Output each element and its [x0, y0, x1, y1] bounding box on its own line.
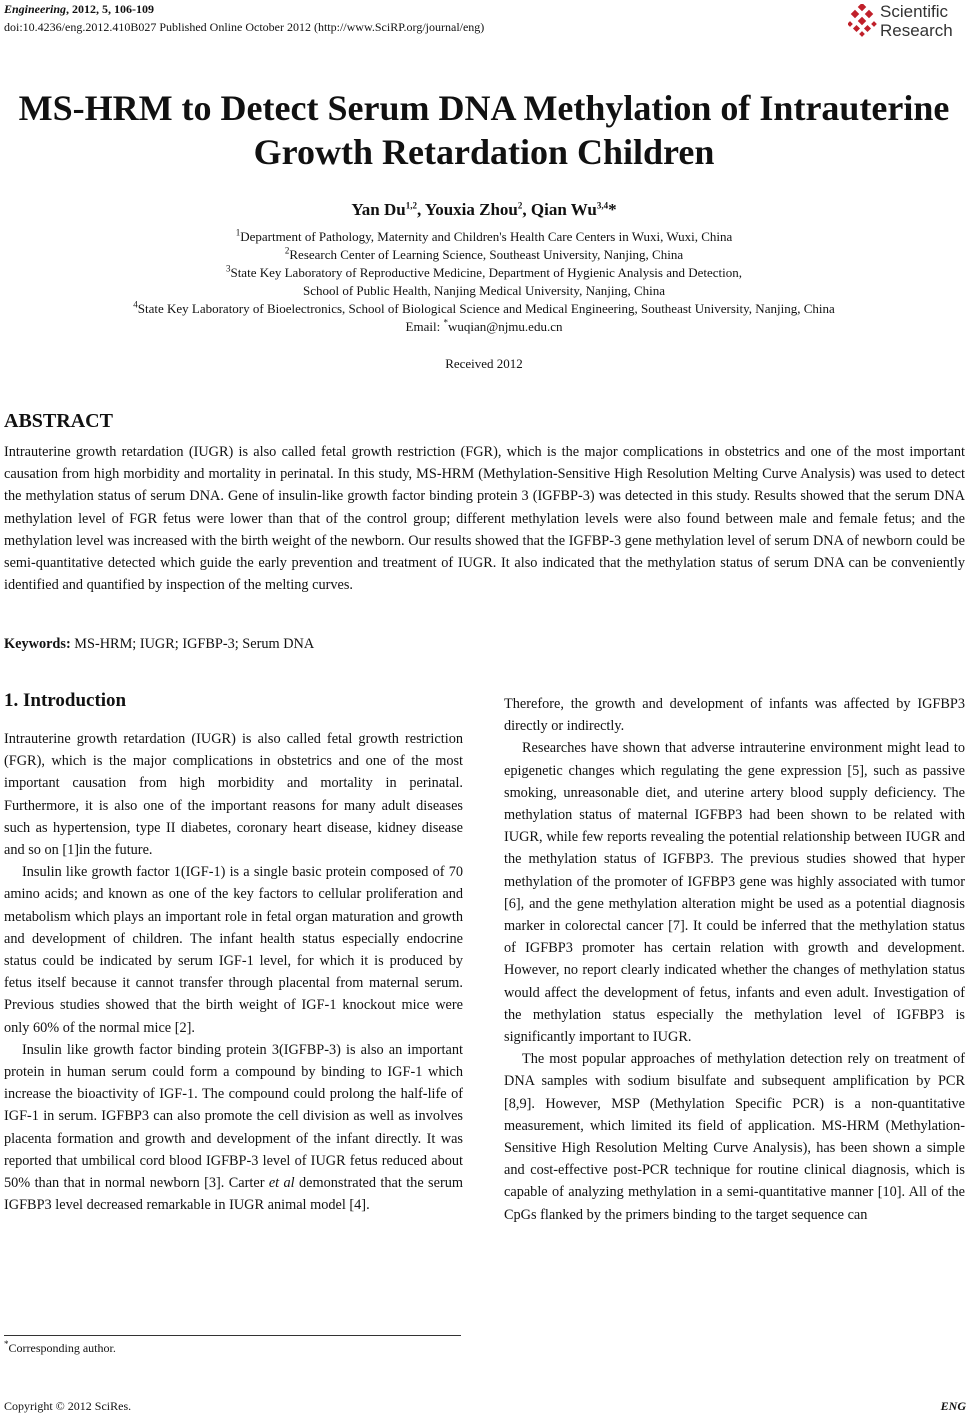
- logo-wordmark: Scientific Research: [880, 2, 953, 40]
- section-heading: 1. Introduction: [4, 690, 127, 711]
- author-name: Qian Wu: [530, 200, 597, 219]
- abstract-body: Intrauterine growth retardation (IUGR) is also called fetal growth restriction (FGR), which is the major complications in obstetrics and one of the most important causation from high morbidity and mortality in perinatal. In this study, MS-HRM (Methylation-Sensitive High Resolution Melting Curve Analysis) was used to detect the methylation status of serum DNA. Gene of insulin-like growth factor binding protein 3 (IGFBP-3) was detected in this study. Results showed that the serum DNA methylation level of FGR fetus were lower than that of the control group; different methylation levels were also found between male and female fetus; and the methylation level was increased with the birth weight of the newborn. Our results showed that the IGFBP-3 gene methylation level of serum DNA of newborn could be semi-quantitative detected which guide the early prevention and treatment of IUGR. It also indicated that the methylation status of serum DNA can be conveniently identified and quantified by inspection of the melting curves.: [4, 444, 965, 594]
- author-list: Yan Du$^{1,2}$, Youxia Zhou$^2$, Qian Wu$^{3,4}$*: [351, 200, 617, 219]
- affiliation-2: $^2$Research Center of Learning Science, Southeast University, Nanjing, China: [284, 245, 684, 262]
- received-date: Received 2012: [445, 356, 523, 371]
- copyright: Copyright © 2012 SciRes.: [4, 1399, 132, 1413]
- footnote: *Corresponding author.: [4, 1339, 116, 1355]
- paragraph: Therefore, the growth and development of infants was affected by IGFBP3 directly or indirectly.: [504, 696, 965, 735]
- journal-abbrev: ENG: [940, 1399, 966, 1413]
- paragraph: Intrauterine growth retardation (IUGR) is also called fetal growth restriction (FGR), which is the major complications in obstetrics and one of the most important causation from high morbidity and mortality in perinatal. Furthermore, it is also one of the important reasons for many adult diseases such as hypertension, type II diabetes, coronary heart disease, kidney disease and so on [1]in the future.: [4, 731, 463, 859]
- affiliation-1: $^1$Department of Pathology, Maternity and Children's Health Care Centers in Wuxi, Wuxi, China: [235, 227, 733, 244]
- affiliation-3-cont: School of Public Health, Nanjing Medical University, Nanjing, China: [302, 283, 665, 298]
- abstract-heading: ABSTRACT: [4, 410, 113, 432]
- paragraph: Insulin like growth factor binding protein 3(IGFBP-3) is also an important protein in human serum could form a compound by binding to IGF-1 which increase the bioactivity of IGF-1. The compound could prolong the half-life of IGF-1 in serum. IGFBP3 can also promote the cell division as well as involves placenta formation and growth and development of the infant directly. It was reported that umbilical cord blood IGFBP-3 level of IUGR fetus reduced about 50% than that in normal newborn [3]. Carter et al demonstrated that the serum IGFBP3 level decreased remarkable in IUGR animal model [4].: [4, 1041, 463, 1214]
- author-name: Yan Du: [351, 200, 406, 219]
- paper-title: MS-HRM to Detect Serum DNA Methylation of Intrauterine Growth Retardation Children: [18, 88, 950, 172]
- left-column: [4, 728, 463, 1216]
- publisher-logo: [848, 2, 966, 42]
- journal-header: [4, 0, 484, 36]
- keywords: Keywords: MS-HRM; IUGR; IGFBP-3; Serum DNA: [4, 636, 315, 652]
- journal-name: Engineering: [4, 2, 67, 16]
- email-link[interactable]: wuqian@njmu.edu.cn: [447, 319, 563, 334]
- journal-volume: , 2012, 5, 106-109: [66, 2, 155, 16]
- email-line: Email: *wuqian@njmu.edu.cn: [405, 317, 563, 334]
- scirp-logo-icon: [848, 4, 878, 38]
- author-name: Youxia Zhou: [424, 200, 518, 219]
- doi-line[interactable]: doi:10.4236/eng.2012.410B027 Published Online October 2012 (http://www.SciRP.org/journal/eng): [4, 20, 485, 34]
- paragraph: Researches have shown that adverse intrauterine environment might lead to epigenetic changes which regulating the gene expression [5], such as passive smoking, unreasonable diet, and uterine artery blood supply deficiency. The methylation status of maternal IGFBP3 had been shown to be related with IUGR, while few reports revealing the potential relationship between IUGR and the methylation status of IGFBP3. The previous studies showed that hyper methylation of the promoter of IGFBP3 gene was highly associated with tumor [6], and the gene methylation alteration might be used as a potential diagnosis marker in colorectal cancer [7]. It could be inferred that the methylation status of IGFBP3 promoter has certain relation with growth and development. However, no report clearly indicated whether the changes of methylation status would affect the development of fetus, infants and even adult. Investigation of the methylation status especially the methylation level of IGFBP3 is significantly important to IUGR.: [504, 740, 965, 1046]
- paragraph: The most popular approaches of methylation detection rely on treatment of DNA samples with sodium bisulfate and subsequent amplification by PCR [8,9]. However, MSP (Methylation Specific PCR) is a non-quantitative measurement, which limited its field of application. MS-HRM (Methylation-Sensitive High Resolution Melting Curve Analysis), has been shown a simple and cost-effective post-PCR technique for routine clinical diagnosis, which is capable of analyzing methylation in a semi-quantitative manner [10]. All of the CpGs flanked by the primers binding to the target sequence can: [504, 1051, 965, 1223]
- footnote-divider: [4, 1335, 461, 1336]
- paragraph: Insulin like growth factor 1(IGF-1) is a single basic protein composed of 70 amino acids; and known as one of the key factors to cellular proliferation and metabolism which plays an important role in fetal organ maturation and growth and development of children. The infant health status especially endocrine status could be indicated by serum IGF-1 level, for which it is produced by fetus itself because it cannot transfer through placental from maternal serum. Previous studies showed that the birth weight of IGF-1 knockout mice were only 60% of the normal mice [2].: [4, 864, 463, 1036]
- affiliation-4: $^4$State Key Laboratory of Bioelectronics, School of Biological Science and Medical Engineering, Southeast University, Nanjing, China: [133, 299, 835, 316]
- right-column: [504, 693, 965, 1226]
- affiliation-3: $^3$State Key Laboratory of Reproductive Medicine, Department of Hygienic Analysis and Detection,: [225, 263, 743, 280]
